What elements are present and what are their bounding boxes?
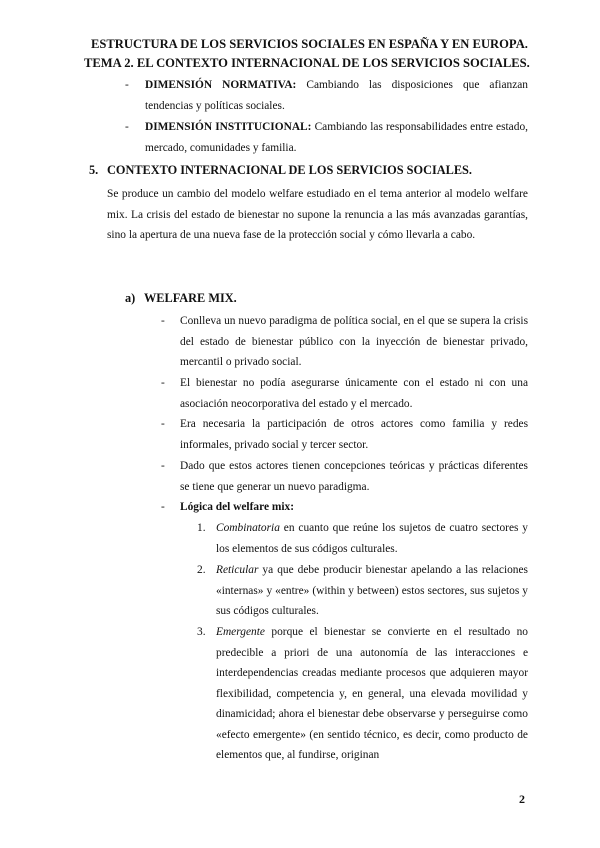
list-item: Era necesaria la participación de otros actores como familia y redes informales, privado social y tercer sector. bbox=[180, 418, 528, 451]
logic-text: porque el bienestar se convierte en el resultado no predecible a priori de una autonomía de las interacciones e interdependencias creadas mediante procesos que adquieren mayor flexibilidad, competencia y, en general, una elevada movilidad y dinamicidad; ahora el bienestar debe observarse y perseguirse como «efecto emergente» (en sentido técnico, es decir, como producto de elementos que, al fundirse, originan bbox=[216, 626, 528, 761]
bullet-dash: - bbox=[125, 121, 129, 133]
item-number: 2. bbox=[197, 564, 206, 576]
logic-term: Emergente bbox=[216, 626, 265, 638]
page-number: 2 bbox=[519, 792, 525, 806]
header-line-1: ESTRUCTURA DE LOS SERVICIOS SOCIALES EN ESPAÑA Y EN EUROPA. bbox=[91, 37, 528, 51]
bullet-dash: - bbox=[161, 460, 165, 472]
section-number: 5. bbox=[89, 163, 99, 177]
dimension-text: Cambiando las responsabilidades entre estado, mercado, comunidades y familia. bbox=[145, 121, 528, 154]
logic-text: en cuanto que reúne los sujetos de cuatro sectores y los elementos de sus códigos culturales. bbox=[216, 522, 528, 555]
header-line-2: TEMA 2. EL CONTEXTO INTERNACIONAL DE LOS SERVICIOS SOCIALES. bbox=[84, 56, 530, 70]
dimension-institucional bbox=[145, 117, 528, 158]
dimension-label: DIMENSIÓN NORMATIVA: bbox=[145, 79, 297, 91]
item-number: 3. bbox=[197, 626, 206, 638]
logic-item bbox=[216, 560, 528, 622]
list-item: Conlleva un nuevo paradigma de política social, en el que se supera la crisis del estado de bienestar público con la inyección de bienestar privado, mercantil o privado social. bbox=[180, 315, 528, 368]
section-paragraph: Se produce un cambio del modelo welfare estudiado en el tema anterior al modelo welfare mix. La crisis del estado de bienestar no supone la renuncia a las más avanzadas garantías, sino la apertura de una nueva fase de la protección social y cómo llevarla a cabo. bbox=[107, 188, 528, 241]
dimension-normativa bbox=[145, 75, 528, 116]
list-item: El bienestar no podía asegurarse únicamente con el estado ni con una asociación neocorporativa del estado y el mercado. bbox=[180, 377, 528, 410]
logic-item bbox=[216, 622, 528, 766]
bullet-dash: - bbox=[161, 501, 165, 513]
bullet-dash: - bbox=[161, 377, 165, 389]
subsection-title: WELFARE MIX. bbox=[144, 291, 237, 305]
subsection-marker: a) bbox=[125, 291, 136, 305]
dimension-label: DIMENSIÓN INSTITUCIONAL: bbox=[145, 121, 312, 133]
dimension-text: Cambiando las disposiciones que afianzan tendencias y políticas sociales. bbox=[145, 79, 528, 112]
bullet-dash: - bbox=[125, 79, 129, 91]
bullet-dash: - bbox=[161, 418, 165, 430]
logic-term: Combinatoria bbox=[216, 522, 280, 534]
list-item: Dado que estos actores tienen concepciones teóricas y prácticas diferentes se tiene que generar un nuevo paradigma. bbox=[180, 460, 528, 493]
logic-heading: Lógica del welfare mix: bbox=[180, 501, 294, 513]
logic-item bbox=[216, 518, 528, 559]
logic-text: ya que debe producir bienestar apelando a las relaciones «internas» y «entre» (within y between) estos sectores, sus sujetos y sus códigos culturales. bbox=[216, 564, 528, 617]
logic-term: Reticular bbox=[216, 564, 259, 576]
bullet-dash: - bbox=[161, 315, 165, 327]
item-number: 1. bbox=[197, 522, 206, 534]
section-title: CONTEXTO INTERNACIONAL DE LOS SERVICIOS SOCIALES. bbox=[107, 163, 472, 177]
